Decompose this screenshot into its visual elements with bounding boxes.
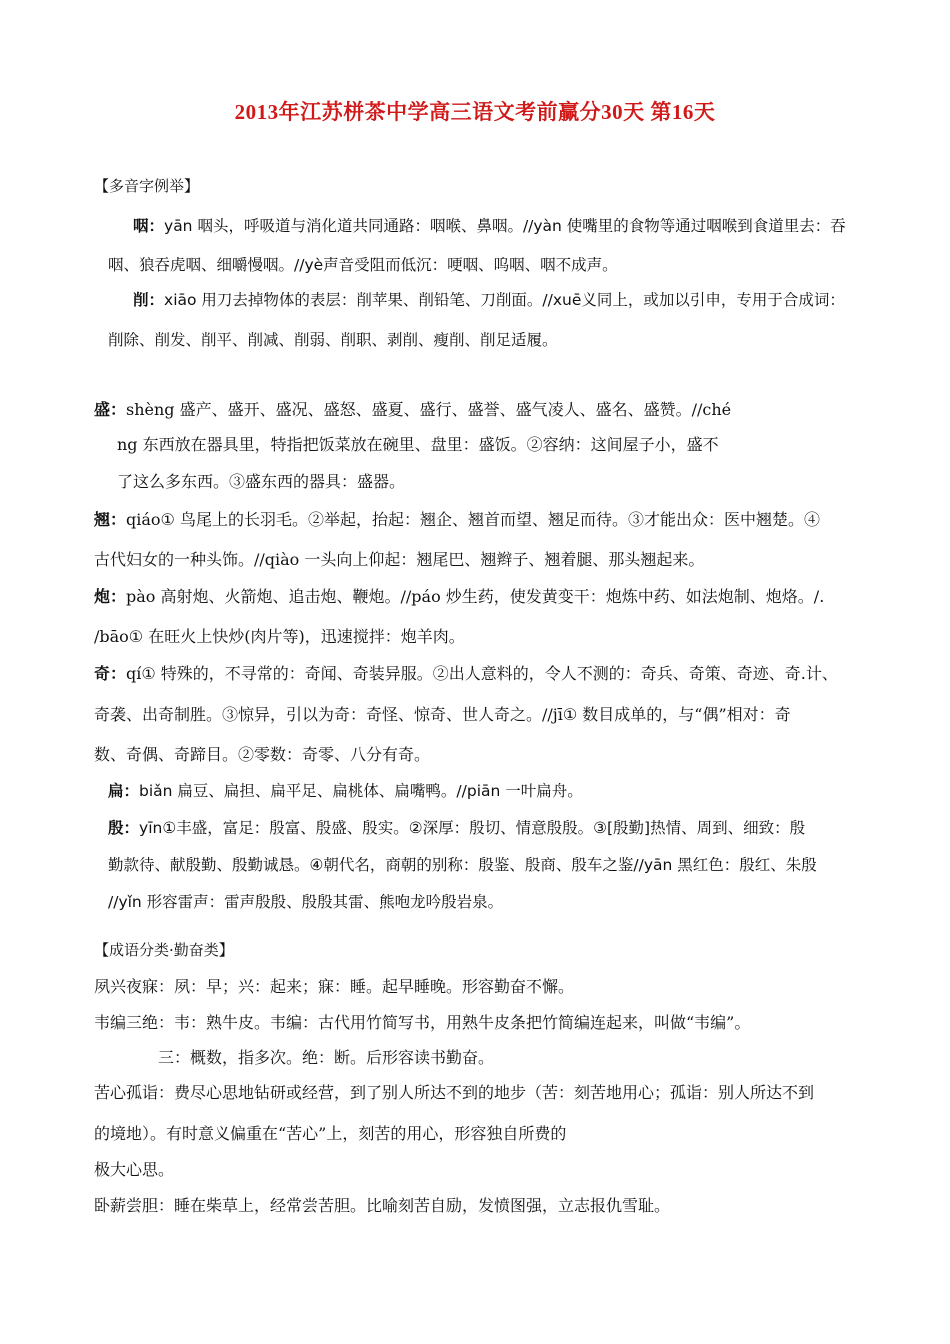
entry-text: 古代妇女的一种头饰。//qiào 一头向上仰起：翘尾巴、翘辫子、翘着腿、那头翘起来。	[94, 550, 705, 569]
entry-head: 奇：	[94, 664, 127, 683]
entry-text: shèng 盛产、盛开、盛况、盛怒、盛夏、盛行、盛誉、盛气凌人、盛名、盛赞。//ché	[126, 400, 732, 419]
entry-line	[94, 550, 704, 570]
entry-head: 扁：	[108, 782, 140, 800]
entry-text: qiáo① 鸟尾上的长羽毛。②举起，抬起：翘企、翘首而望、翘足而待。③才能出众：医中翘楚。④	[126, 510, 820, 529]
entry-text: /bāo① 在旺火上快炒(肉片等)，迅速搅拌：炮羊肉。	[94, 627, 465, 646]
entry-text: xiāo 用刀去掉物体的表层：削苹果、削铅笔、刀削面。//xuē义同上，或加以引申，专用于合成词：	[164, 291, 845, 309]
entry-text: ng 东西放在器具里，特指把饭菜放在碗里、盘里：盛饭。②容纳：这间屋子小，盛不	[117, 435, 719, 454]
entry-head: 翘：	[94, 510, 127, 529]
idiom-line: 夙兴夜寐：夙：早；兴：起来；寐：睡。起早睡晚。形容勤奋不懈。	[94, 977, 575, 996]
idiom-line: 极大心思。	[94, 1160, 175, 1179]
entry-head: 炮：	[94, 587, 127, 606]
entry-line	[94, 745, 430, 765]
entry-line	[94, 664, 838, 684]
entry-text: 奇袭、出奇制胜。③惊异，引以为奇：奇怪、惊奇、世人奇之。//jī① 数目成单的，与“偶”相对：奇	[94, 705, 791, 724]
entry-head: 盛：	[94, 400, 127, 419]
section-heading-idioms: 【成语分类·勤奋类】	[94, 941, 234, 959]
entry-line	[94, 705, 791, 725]
entry-text: biǎn 扁豆、扁担、扁平足、扁桃体、扁嘴鸭。//piān 一叶扁舟。	[139, 782, 583, 800]
entry-line	[133, 216, 846, 236]
entry-head: 削：	[133, 291, 165, 309]
idiom-line: 苦心孤诣：费尽心思地钻研或经营，到了别人所达不到的地步（苦：刻苦地用心；孤诣：别人所达不到	[94, 1083, 815, 1102]
entry-text: 咽、狼吞虎咽、细嚼慢咽。//yè声音受阻而低沉：哽咽、呜咽、咽不成声。	[108, 256, 618, 274]
idiom-line: 三：概数，指多次。绝：断。后形容读书勤奋。	[158, 1048, 495, 1067]
idiom-line: 卧薪尝胆：睡在柴草上，经常尝苦胆。比喻刻苦自励，发愤图强，立志报仇雪耻。	[94, 1196, 671, 1215]
entry-line	[94, 587, 824, 607]
entry-head: 殷：	[108, 819, 140, 837]
entry-line	[94, 627, 465, 647]
entry-line	[94, 400, 731, 420]
entry-line	[108, 781, 583, 801]
entry-line	[117, 472, 405, 492]
section-heading-polyphones: 【多音字例举】	[94, 177, 200, 195]
idiom-line: 的境地）。有时意义偏重在“苦心”上，刻苦的用心，形容独自所费的	[94, 1124, 567, 1143]
entry-line	[133, 290, 845, 310]
entry-text: yān 咽头，呼吸道与消化道共同通路：咽喉、鼻咽。//yàn 使嘴里的食物等通过咽喉到食道里去：吞	[164, 217, 846, 235]
entry-line	[108, 818, 805, 838]
entry-text: yīn①丰盛，富足：殷富、殷盛、殷实。②深厚：殷切、情意殷殷。③[殷勤]热情、周到、细致：殷	[139, 819, 806, 837]
entry-line	[108, 255, 618, 275]
entry-head: 咽：	[133, 217, 165, 235]
entry-line	[108, 330, 558, 350]
entry-text: 数、奇偶、奇蹄目。②零数：奇零、八分有奇。	[94, 745, 431, 764]
entry-text: 削除、削发、削平、削减、削弱、削职、剥削、瘦削、削足适履。	[108, 331, 558, 349]
entry-text: 勤款待、献殷勤、殷勤诚恳。④朝代名，商朝的别称：殷鉴、殷商、殷车之鉴//yān 黑红色：殷红、朱殷	[108, 856, 817, 874]
page-title: 2013年江苏栟茶中学高三语文考前赢分30天 第16天	[234, 100, 716, 124]
entry-line	[108, 892, 503, 912]
entry-text: pào 高射炮、火箭炮、追击炮、鞭炮。//páo 炒生药，使发黄变干：炮炼中药、如法炮制、炮烙。/.	[126, 587, 825, 606]
entry-text: qí① 特殊的，不寻常的：奇闻、奇装异服。②出人意料的，令人不测的：奇兵、奇策、奇迹、奇.计、	[126, 664, 838, 683]
entry-line	[108, 855, 817, 875]
entry-line	[117, 435, 719, 455]
entry-line	[94, 510, 820, 530]
idiom-line: 韦编三绝：韦：熟牛皮。韦编：古代用竹简写书，用熟牛皮条把竹简编连起来，叫做“韦编”。	[94, 1013, 751, 1032]
entry-text: 了这么多东西。③盛东西的器具：盛器。	[117, 472, 406, 491]
entry-text: //yǐn 形容雷声：雷声殷殷、殷殷其雷、熊咆龙吟殷岩泉。	[108, 893, 504, 911]
